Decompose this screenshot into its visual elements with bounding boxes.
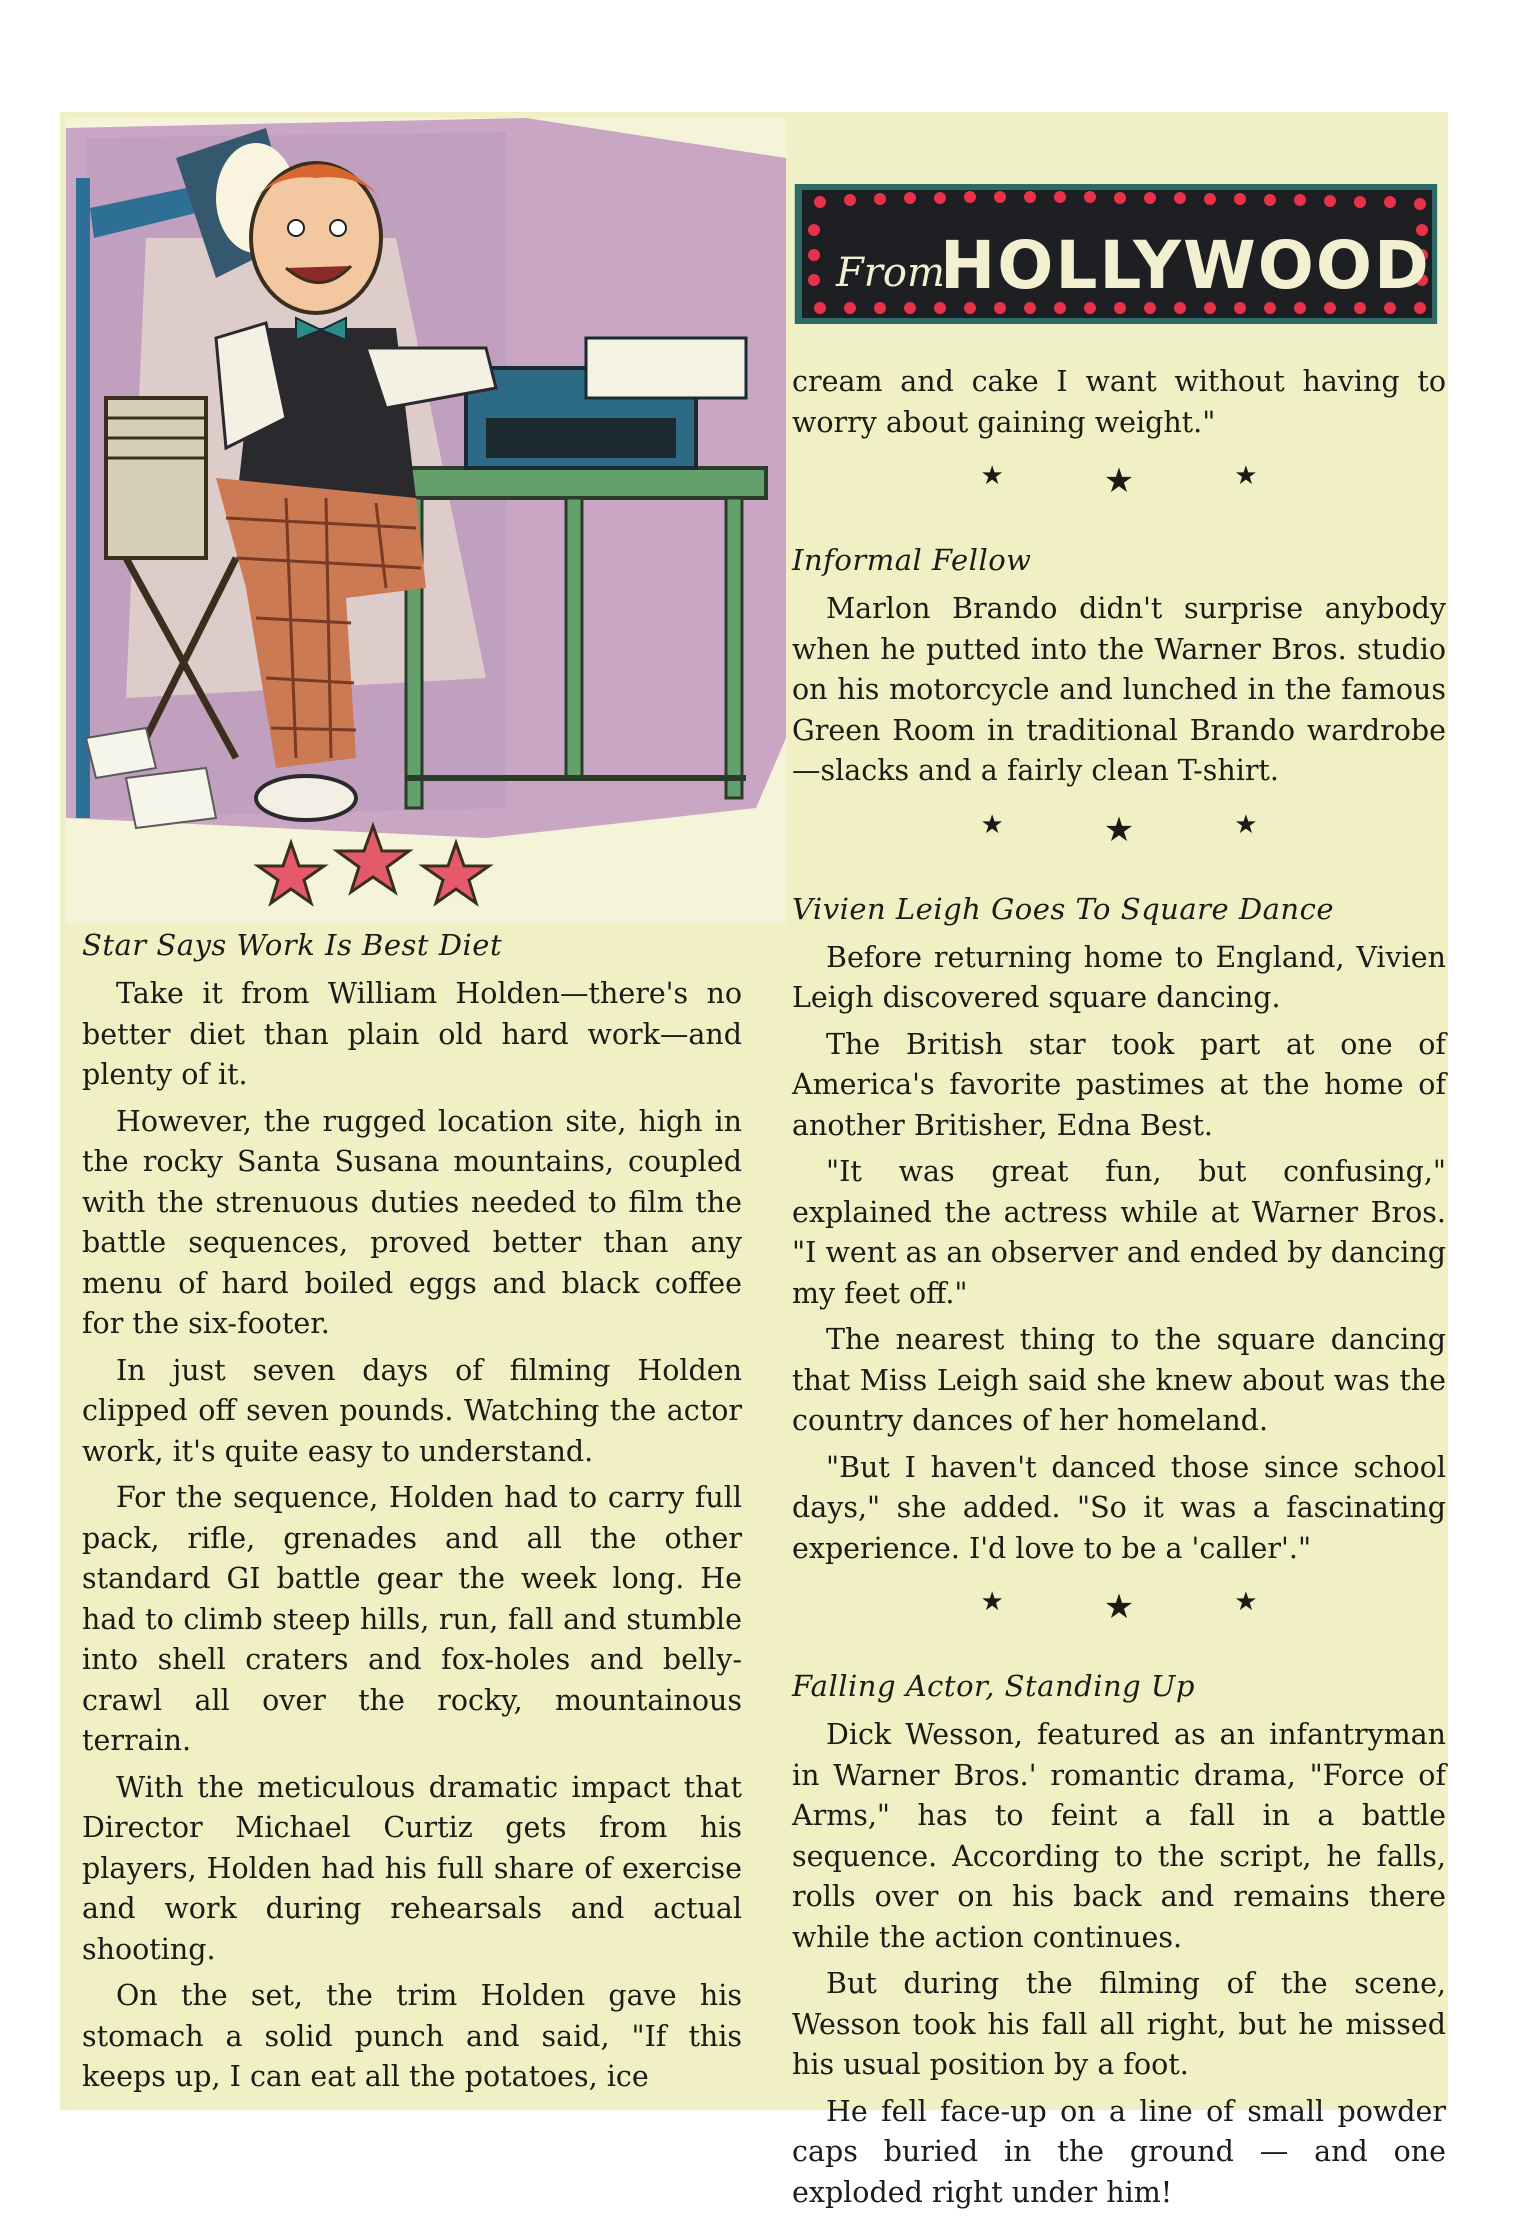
star-icon: ★: [1234, 1587, 1258, 1617]
paragraph: He fell face-up on a line of small powder caps buried in the ground — and one exploded right under him!: [792, 2094, 1446, 2209]
star-icon: ★: [1234, 461, 1258, 491]
star-icon: ★: [980, 809, 1004, 840]
star-icon: ★: [1103, 1587, 1135, 1627]
paragraph: But during the filming of the scene, Wesson took his fall all right, but he missed his usual position by a foot.: [792, 1967, 1446, 2081]
paragraph: Marlon Brando didn't surprise anybody when he putted into the Warner Bros. studio on his motorcycle and lunched in the famous Green Room in traditional Brando wardrobe—slacks and a fairly clean T-shirt.: [792, 592, 1446, 787]
paragraph: However, the rugged location site, high in the rocky Santa Susana mountains, coupled with the strenuous duties needed to film the battle sequences, proved better than any menu of hard boiled eggs and black coffee for the six-footer.: [82, 1104, 742, 1340]
cartoon-writer-at-typewriter-icon: [66, 118, 786, 924]
section-title-square-dance: Vivien Leigh Goes To Square Dance: [792, 891, 1334, 926]
paragraph: Before returning home to England, Vivien Leigh discovered square dancing.: [792, 940, 1446, 1014]
paragraph: "But I haven't danced those since school days," she added. "So it was a fascinating experience. I'd love to be a 'caller'.": [792, 1450, 1446, 1565]
star-icon: [337, 826, 409, 892]
left-column: [82, 926, 742, 2104]
paragraph: Take it from William Holden—there's no better diet than plain old hard work—and plenty of it.: [82, 977, 742, 1091]
paragraph: For the sequence, Holden had to carry full pack, rifle, grenades and all the other standard GI battle gear the week long. He had to climb steep hills, run, fall and stumble into shell craters and fox-holes and belly-crawl all over the rocky, mountainous terrain.: [82, 1481, 742, 1757]
section-title-falling-actor: Falling Actor, Standing Up: [792, 1669, 1195, 1703]
paragraph: In just seven days of filming Holden clipped off seven pounds. Watching the actor work, it's quite easy to understand.: [82, 1353, 742, 1468]
star-divider: [792, 461, 1446, 501]
right-column: [792, 362, 1446, 2219]
banner-title: HOLLYWOOD: [940, 227, 1431, 304]
banner-prefix: From: [836, 250, 945, 296]
star-icon: ★: [1103, 461, 1135, 501]
paragraph: On the set, the trim Holden gave his stomach a solid punch and said, "If this keeps up, I can eat all the potatoes, ice: [82, 1979, 742, 2093]
paragraph: The nearest thing to the square dancing that Miss Leigh said she knew about was the country dances of her homeland.: [792, 1323, 1446, 1437]
star-icon: ★: [1234, 809, 1258, 840]
star-icon: ★: [980, 1587, 1004, 1617]
star-icon: ★: [1103, 809, 1135, 850]
continuation-paragraph: cream and cake I want without having to worry about gaining weight.": [792, 365, 1446, 439]
from-hollywood-banner: [790, 118, 1448, 368]
star-divider: [792, 810, 1446, 850]
paragraph: With the meticulous dramatic impact that Director Michael Curtiz gets from his players, Holden had his full share of exercise and work during rehearsals and actual shooting.: [82, 1770, 742, 1966]
star-divider: [792, 1587, 1446, 1627]
star-icon: [423, 843, 489, 903]
section-title-informal-fellow: Informal Fellow: [792, 543, 1032, 577]
paragraph: Dick Wesson, featured as an infantryman in Warner Bros.' romantic drama, "Force of Arms," has to feint a fall in a battle sequence. According to the script, he falls, rolls over on his back and remains there while the action continues.: [792, 1718, 1446, 1954]
illustration-panel: [66, 118, 786, 924]
star-icon: [258, 843, 324, 903]
section-title-work-diet: Star Says Work Is Best Diet: [82, 928, 503, 962]
paragraph: The British star took part at one of America's favorite pastimes at the home of another Britisher, Edna Best.: [792, 1027, 1446, 1142]
star-icon: ★: [980, 461, 1004, 491]
paragraph: "It was great fun, but confusing," explained the actress while at Warner Bros. "I went as an observer and ended by dancing my feet off.": [792, 1155, 1446, 1310]
